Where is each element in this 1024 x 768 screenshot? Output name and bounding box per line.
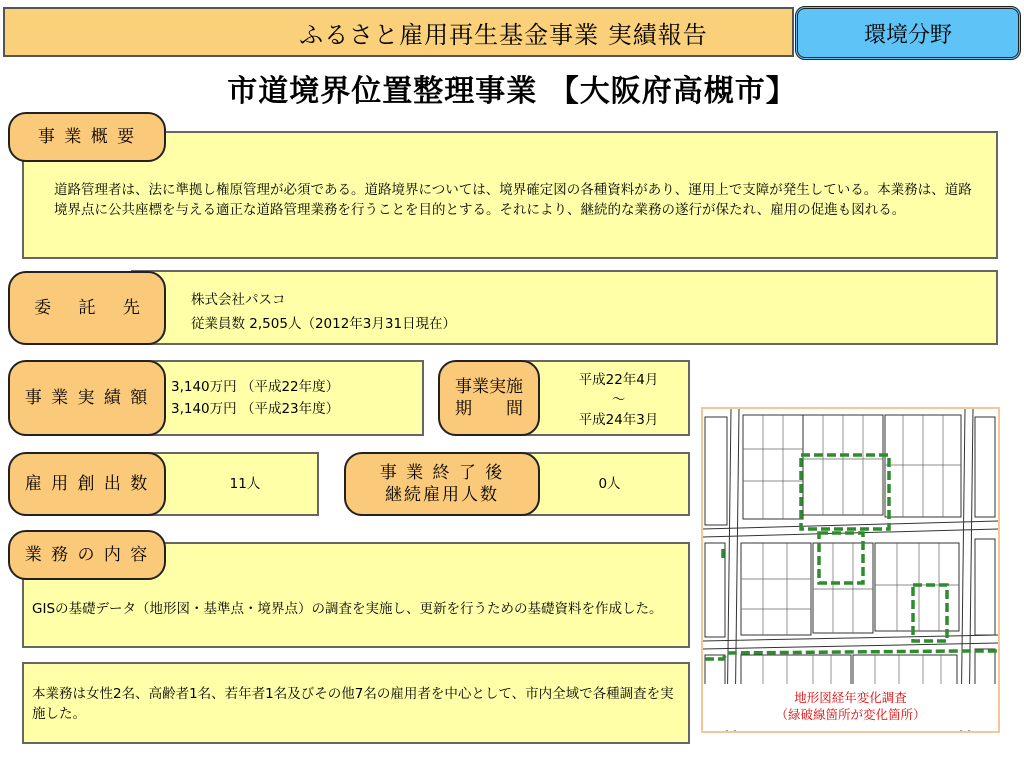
employment-note-text: 本業務は女性2名、高齢者1名、若年者1名及びその他7名の雇用者を中心として、市内全域で各種調査を実施した。 xyxy=(32,686,674,722)
period-box xyxy=(519,360,690,436)
map-caption xyxy=(703,684,998,730)
continued-employment-label-line2: 継続雇用人数 xyxy=(385,485,499,505)
field-badge: 環境分野 xyxy=(795,6,1021,60)
performance-label: 事 業 実 績 額 xyxy=(8,360,166,436)
page-title: 市道境界位置整理事業 【大阪府高槻市】 xyxy=(227,74,797,109)
continued-employment-value: 0人 xyxy=(598,476,621,492)
overview-label: 事 業 概 要 xyxy=(8,112,166,162)
period-end: 平成24年3月 xyxy=(578,412,659,428)
contractor-label-text: 委 託 先 xyxy=(34,298,140,318)
contractor-employees: 従業員数 2,505人（2012年3月31日現在） xyxy=(191,316,457,332)
period-separator: ～ xyxy=(611,392,626,408)
map-caption-line2: （緑破線箇所が変化箇所） xyxy=(775,707,926,722)
performance-line2: 3,140万円 （平成23年度） xyxy=(171,401,340,417)
performance-box xyxy=(131,360,424,436)
employment-note-box xyxy=(22,662,690,744)
contractor-box xyxy=(131,270,998,345)
performance-line1: 3,140万円 （平成22年度） xyxy=(171,379,340,395)
contractor-name: 株式会社パスコ xyxy=(191,292,286,308)
period-label-line1: 事業実施 xyxy=(455,377,523,397)
map-drawing xyxy=(703,409,998,731)
work-content-text: GISの基礎データ（地形図・基準点・境界点）の調査を実施し、更新を行うための基礎資料を作成した。 xyxy=(32,601,663,617)
report-header xyxy=(3,7,794,57)
jobs-created-value: 11人 xyxy=(229,476,261,492)
overview-text: 道路管理者は、法に準拠し権原管理が必須である。道路境界については、境界確定図の各種資料があり、運用上で支障が発生している。本業務は、道路境界点に公共座標を与える適正な道路管理業務を行うことを目的とする。それにより、継続的な業務の遂行が保たれ、雇用の促進も図れる。 xyxy=(54,182,972,218)
map-caption-line1: 地形図経年変化調査 xyxy=(794,690,907,705)
overview-box xyxy=(22,131,998,259)
continued-employment-box xyxy=(519,452,690,516)
period-label xyxy=(438,360,540,436)
period-start: 平成22年4月 xyxy=(578,372,659,388)
jobs-created-label: 雇 用 創 出 数 xyxy=(8,452,166,516)
period-label-line2: 期 間 xyxy=(455,399,523,419)
continued-employment-label-line1: 事 業 終 了 後 xyxy=(379,463,505,483)
continued-employment-label xyxy=(344,452,540,516)
work-content-label: 業 務 の 内 容 xyxy=(8,530,166,580)
report-header-title: ふるさと雇用再生基金事業 実績報告 xyxy=(299,20,708,49)
contractor-label xyxy=(8,271,166,345)
